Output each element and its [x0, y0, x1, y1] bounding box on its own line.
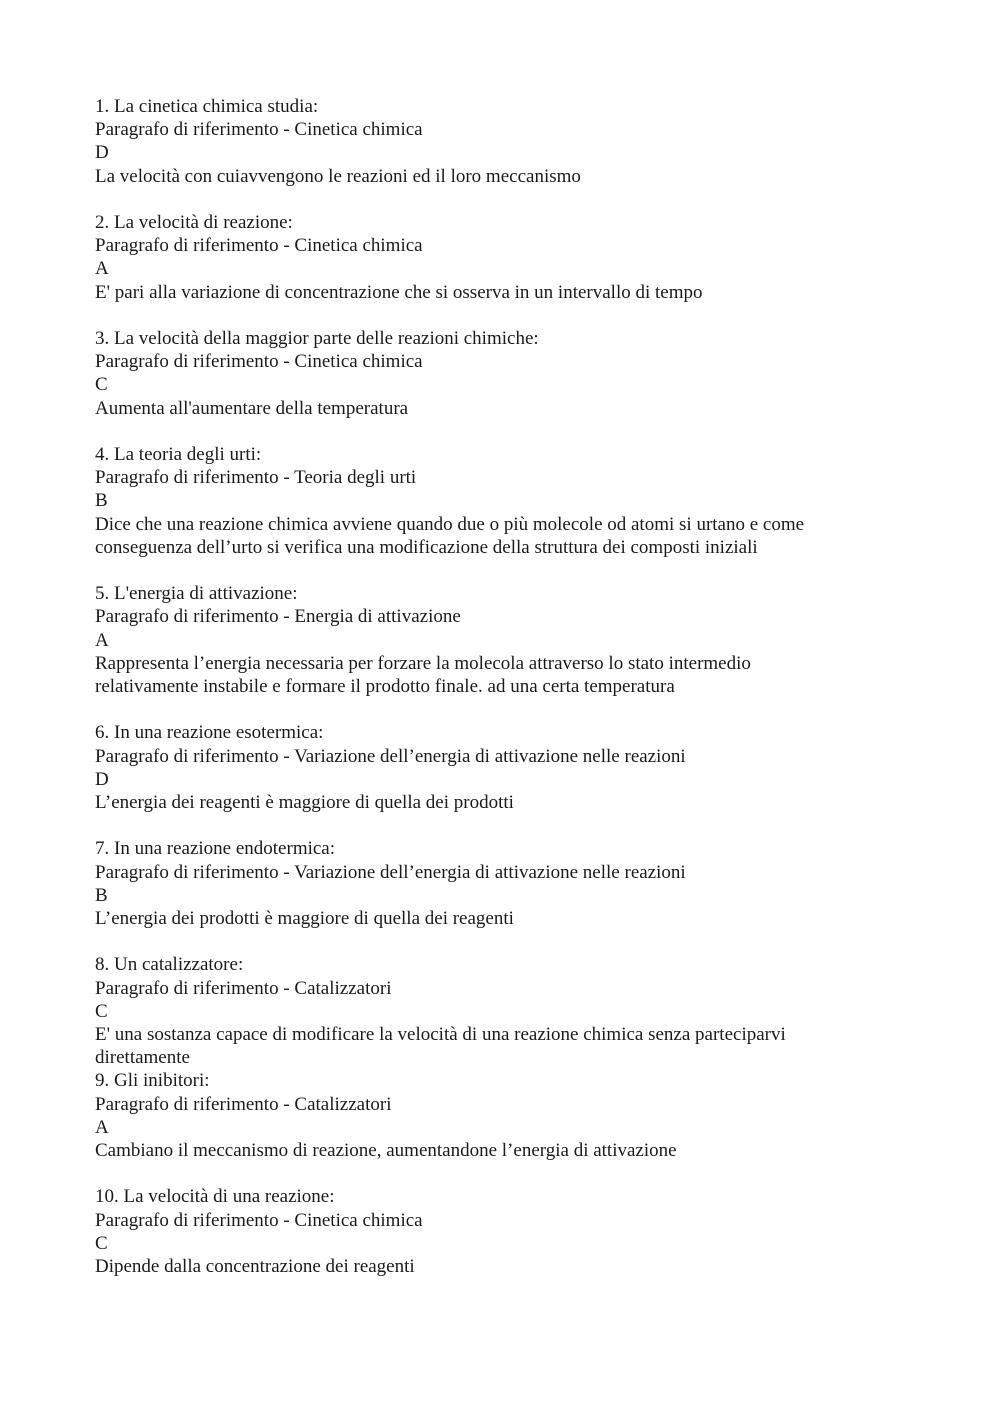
- question-title: 8. Un catalizzatore:: [95, 954, 244, 976]
- answer-letter: B: [95, 884, 108, 906]
- document-page: [95, 95, 885, 1278]
- question-title: 10. La velocità di una reazione:: [95, 1186, 335, 1208]
- answer-letter: D: [95, 768, 109, 790]
- answer-text: Aumenta all'aumentare della temperatura: [95, 397, 409, 419]
- question-title: 3. La velocità della maggior parte delle reazioni chimiche:: [95, 328, 539, 349]
- question-title: 1. La cinetica chimica studia:: [95, 96, 319, 117]
- answer-text: E' una sostanza capace di modificare la velocità di una reazione chimica senza parteciparvi: [95, 1024, 786, 1046]
- answer-text: relativamente instabile e formare il prodotto finale. ad una certa temperatura: [95, 676, 675, 698]
- question-9: [95, 1069, 885, 1162]
- question-reference: Paragrafo di riferimento - Cinetica chimica: [95, 119, 423, 141]
- answer-text: Dice che una reazione chimica avviene quando due o più molecole od atomi si urtano e come: [95, 513, 805, 535]
- answer-letter: C: [95, 1000, 108, 1022]
- question-title: 7. In una reazione endotermica:: [95, 838, 336, 860]
- answer-letter: A: [95, 258, 109, 280]
- question-reference: Paragrafo di riferimento - Energia di attivazione: [95, 606, 461, 628]
- answer-letter: C: [95, 374, 108, 396]
- answer-text: La velocità con cuiavvengono le reazioni ed il loro meccanismo: [95, 165, 581, 187]
- answer-letter: C: [95, 1232, 108, 1254]
- question-reference: Paragrafo di riferimento - Cinetica chimica: [95, 1209, 423, 1231]
- question-1: [95, 95, 885, 188]
- question-5: [95, 582, 885, 698]
- question-2: [95, 211, 885, 304]
- question-reference: Paragrafo di riferimento - Cinetica chimica: [95, 351, 423, 373]
- question-reference: Paragrafo di riferimento - Catalizzatori: [95, 1093, 392, 1115]
- question-4: [95, 443, 885, 559]
- answer-text: Cambiano il meccanismo di reazione, aumentandone l’energia di attivazione: [95, 1140, 677, 1162]
- answer-text: Dipende dalla concentrazione dei reagenti: [95, 1256, 415, 1278]
- answer-text: Rappresenta l’energia necessaria per forzare la molecola attraverso lo stato intermedio: [95, 652, 751, 674]
- question-title: 4. La teoria degli urti:: [95, 444, 262, 465]
- question-7: [95, 837, 885, 930]
- question-8: [95, 953, 885, 1069]
- answer-text: E' pari alla variazione di concentrazione che si osserva in un intervallo di tempo: [95, 281, 703, 303]
- question-title: 6. In una reazione esotermica:: [95, 722, 324, 744]
- question-6: [95, 721, 885, 814]
- answer-letter: D: [95, 142, 109, 164]
- answer-letter: A: [95, 629, 109, 651]
- answer-text: direttamente: [95, 1047, 190, 1069]
- answer-letter: B: [95, 490, 108, 512]
- question-reference: Paragrafo di riferimento - Catalizzatori: [95, 977, 392, 999]
- question-title: 5. L'energia di attivazione:: [95, 583, 298, 605]
- question-reference: Paragrafo di riferimento - Cinetica chimica: [95, 235, 423, 257]
- answer-letter: A: [95, 1116, 109, 1138]
- answer-text: conseguenza dell’urto si verifica una modificazione della struttura dei composti iniziali: [95, 536, 758, 558]
- question-title: 2. La velocità di reazione:: [95, 212, 293, 233]
- question-reference: Paragrafo di riferimento - Variazione dell’energia di attivazione nelle reazioni: [95, 861, 686, 883]
- question-reference: Paragrafo di riferimento - Teoria degli urti: [95, 467, 417, 489]
- question-10: [95, 1185, 885, 1278]
- answer-text: L’energia dei prodotti è maggiore di quella dei reagenti: [95, 908, 514, 930]
- answer-text: L’energia dei reagenti è maggiore di quella dei prodotti: [95, 792, 514, 814]
- question-title: 9. Gli inibitori:: [95, 1070, 210, 1092]
- question-3: [95, 327, 885, 420]
- question-reference: Paragrafo di riferimento - Variazione dell’energia di attivazione nelle reazioni: [95, 745, 686, 767]
